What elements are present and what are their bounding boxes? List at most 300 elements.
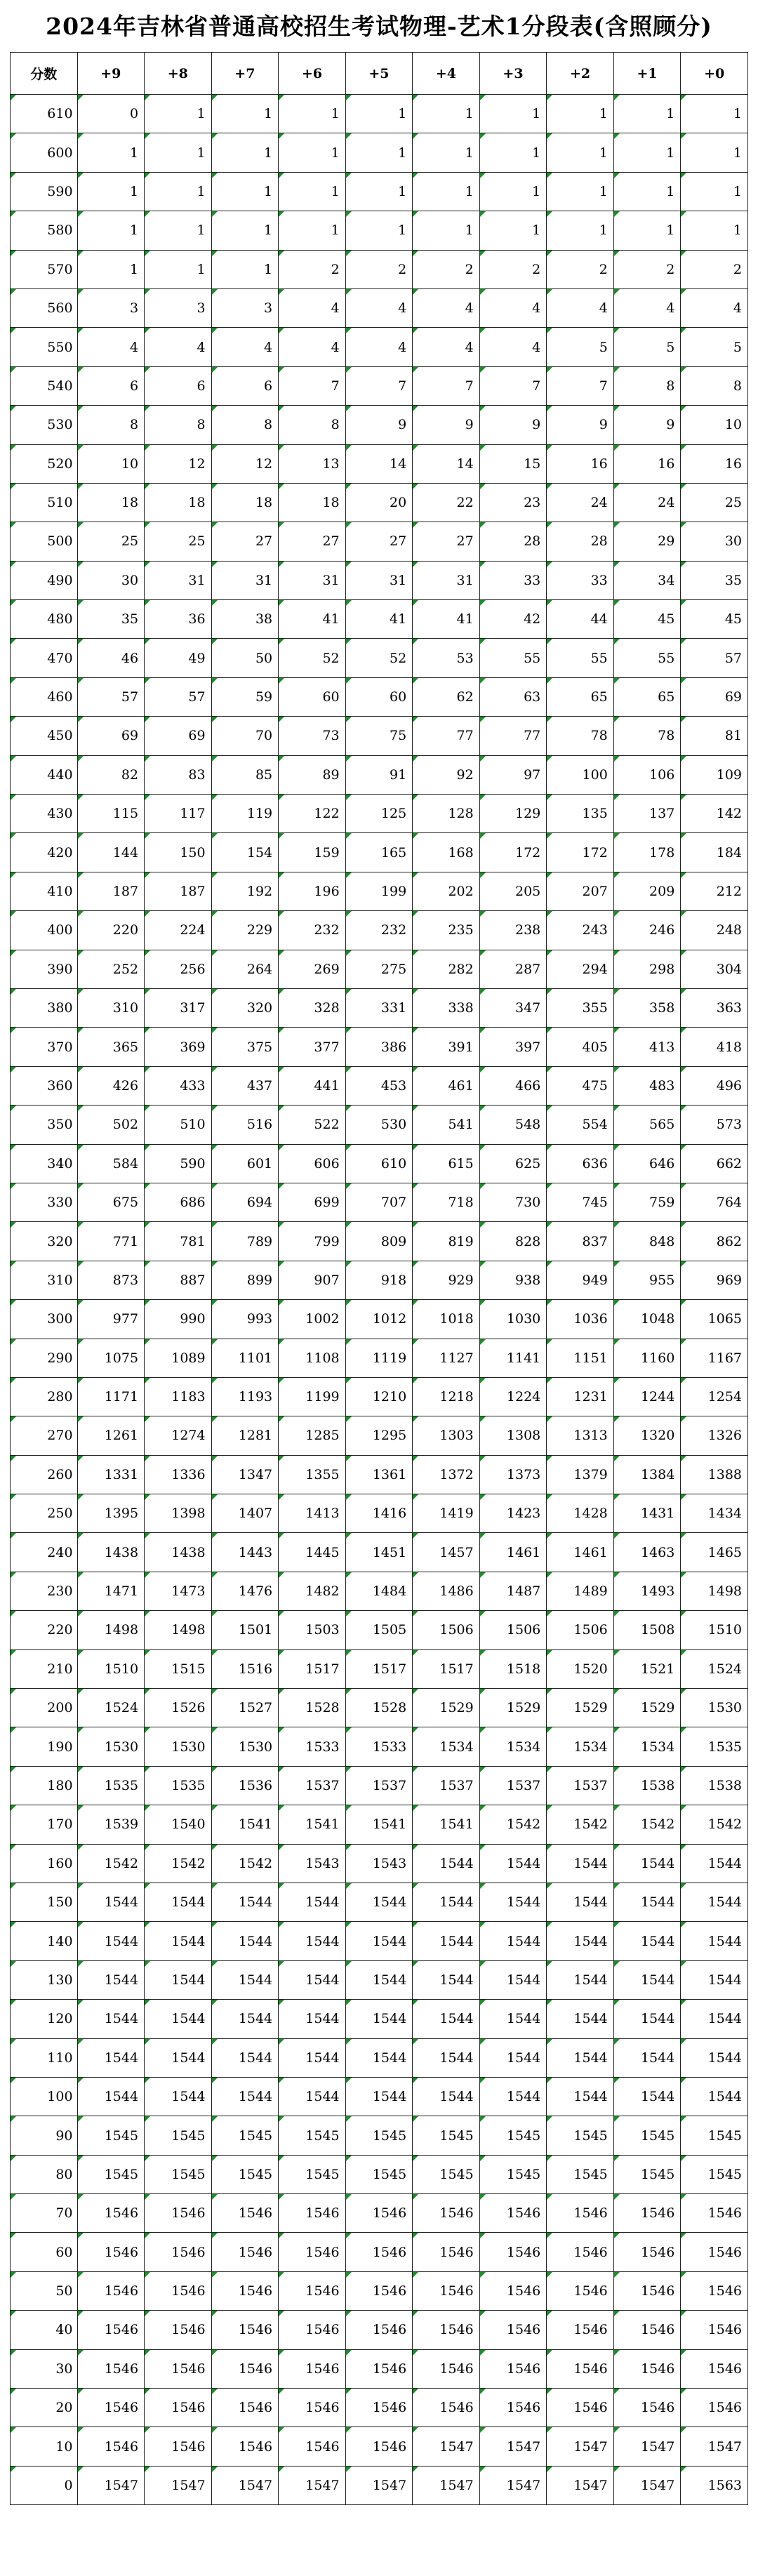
count-cell: 2 [613,250,681,288]
count-cell: 2 [547,250,614,288]
count-cell: 7 [479,366,547,405]
count-cell: 5 [613,328,681,366]
count-cell: 1537 [479,1766,547,1805]
table-row [11,522,748,561]
count-cell: 771 [77,1222,145,1261]
count-cell: 1487 [479,1572,547,1610]
count-cell: 1546 [77,2311,145,2349]
count-cell: 1012 [345,1300,413,1339]
count-cell: 573 [681,1106,748,1144]
count-cell: 89 [279,755,346,794]
count-cell: 4 [345,328,413,366]
table-row [11,172,748,211]
score-cell: 60 [11,2233,78,2271]
count-cell: 1544 [211,1960,279,1999]
count-cell: 1473 [145,1572,212,1610]
count-cell: 1546 [279,2233,346,2271]
count-cell: 828 [479,1222,547,1261]
count-cell: 1 [613,172,681,211]
count-cell: 9 [547,406,614,444]
count-cell: 55 [613,639,681,677]
count-cell: 45 [681,600,748,639]
count-cell: 397 [479,1028,547,1066]
count-cell: 4 [479,288,547,327]
score-cell: 530 [11,406,78,444]
count-cell: 1516 [211,1649,279,1688]
score-cell: 280 [11,1377,78,1416]
count-cell: 5 [547,328,614,366]
count-cell: 1521 [613,1649,681,1688]
count-cell: 1546 [479,2389,547,2427]
count-cell: 38 [211,600,279,639]
count-cell: 848 [613,1222,681,1261]
table-row [11,833,748,872]
count-cell: 25 [681,483,748,522]
score-cell: 400 [11,911,78,950]
count-cell: 1 [479,172,547,211]
count-cell: 137 [613,795,681,833]
table-row [11,1533,748,1572]
count-cell: 9 [613,406,681,444]
count-cell: 1 [211,250,279,288]
count-cell: 202 [413,872,480,910]
count-cell: 106 [613,755,681,794]
count-cell: 1419 [413,1494,480,1533]
count-cell: 1544 [279,1922,346,1960]
count-cell: 1379 [547,1455,614,1494]
count-cell: 1545 [279,2116,346,2155]
count-cell: 1546 [413,2349,480,2388]
count-cell: 1546 [479,2233,547,2271]
count-cell: 675 [77,1183,145,1221]
count-cell: 1546 [279,2349,346,2388]
count-cell: 33 [547,561,614,599]
count-cell: 1218 [413,1377,480,1416]
count-cell: 522 [279,1106,346,1144]
count-cell: 365 [77,1028,145,1066]
count-cell: 610 [345,1144,413,1183]
table-row [11,795,748,833]
count-cell: 10 [681,406,748,444]
count-cell: 31 [211,561,279,599]
count-cell: 1171 [77,1377,145,1416]
count-cell: 1537 [345,1766,413,1805]
count-cell: 1326 [681,1416,748,1455]
count-cell: 1546 [211,2427,279,2466]
table-row [11,1572,748,1610]
count-cell: 1545 [211,2155,279,2193]
count-cell: 1224 [479,1377,547,1416]
count-cell: 53 [413,639,480,677]
count-cell: 1395 [77,1494,145,1533]
count-cell: 1030 [479,1300,547,1339]
count-cell: 789 [211,1222,279,1261]
count-cell: 1537 [413,1766,480,1805]
count-cell: 1445 [279,1533,346,1572]
count-cell: 24 [613,483,681,522]
count-cell: 1544 [413,2000,480,2038]
count-cell: 1546 [547,2311,614,2349]
count-cell: 1471 [77,1572,145,1610]
count-cell: 615 [413,1144,480,1183]
count-cell: 4 [681,288,748,327]
count-cell: 1544 [413,2077,480,2116]
count-cell: 1547 [413,2466,480,2504]
count-cell: 1544 [613,1844,681,1883]
count-cell: 229 [211,911,279,950]
count-cell: 23 [479,483,547,522]
column-header-offset: +4 [413,53,480,95]
table-row [11,1611,748,1649]
count-cell: 1542 [211,1844,279,1883]
count-cell: 1018 [413,1300,480,1339]
count-cell: 377 [279,1028,346,1066]
count-cell: 1482 [279,1572,346,1610]
count-cell: 70 [211,717,279,755]
count-cell: 57 [77,677,145,716]
count-cell: 1546 [145,2427,212,2466]
count-cell: 82 [77,755,145,794]
count-cell: 1 [145,250,212,288]
count-cell: 369 [145,1028,212,1066]
score-cell: 80 [11,2155,78,2193]
count-cell: 1544 [145,2077,212,2116]
table-row [11,717,748,755]
count-cell: 1545 [479,2155,547,2193]
count-cell: 31 [413,561,480,599]
count-cell: 1545 [413,2116,480,2155]
count-cell: 1546 [145,2389,212,2427]
count-cell: 4 [413,288,480,327]
count-cell: 1546 [413,2271,480,2310]
table-row [11,1805,748,1844]
count-cell: 363 [681,988,748,1027]
score-cell: 430 [11,795,78,833]
count-cell: 35 [681,561,748,599]
count-cell: 4 [279,288,346,327]
score-cell: 610 [11,95,78,133]
count-cell: 1089 [145,1339,212,1377]
count-cell: 1510 [681,1611,748,1649]
count-cell: 541 [413,1106,480,1144]
count-cell: 1320 [613,1416,681,1455]
count-cell: 1544 [547,1844,614,1883]
count-cell: 1517 [345,1649,413,1688]
count-cell: 1544 [145,2038,212,2077]
count-cell: 1506 [413,1611,480,1649]
count-cell: 1503 [279,1611,346,1649]
count-cell: 819 [413,1222,480,1261]
count-cell: 2 [681,250,748,288]
count-cell: 16 [613,444,681,483]
count-cell: 1 [279,133,346,172]
count-cell: 36 [145,600,212,639]
count-cell: 1544 [345,2038,413,2077]
count-cell: 1544 [479,2077,547,2116]
count-cell: 1544 [479,1960,547,1999]
count-cell: 1141 [479,1339,547,1377]
count-cell: 1463 [613,1533,681,1572]
count-cell: 1544 [681,1883,748,1921]
count-cell: 1529 [479,1689,547,1727]
count-cell: 1529 [613,1689,681,1727]
count-cell: 375 [211,1028,279,1066]
count-cell: 73 [279,717,346,755]
count-cell: 1431 [613,1494,681,1533]
count-cell: 1539 [77,1805,145,1844]
count-cell: 1476 [211,1572,279,1610]
table-row [11,2466,748,2504]
count-cell: 1 [77,133,145,172]
table-header [11,53,748,95]
count-cell: 707 [345,1183,413,1221]
count-cell: 1 [681,133,748,172]
count-cell: 1 [613,95,681,133]
count-cell: 25 [77,522,145,561]
count-cell: 41 [413,600,480,639]
count-cell: 331 [345,988,413,1027]
count-cell: 1510 [77,1649,145,1688]
score-cell: 120 [11,2000,78,2038]
count-cell: 57 [681,639,748,677]
count-cell: 1398 [145,1494,212,1533]
count-cell: 955 [613,1261,681,1299]
count-cell: 4 [77,328,145,366]
table-row [11,1416,748,1455]
count-cell: 282 [413,950,480,988]
count-cell: 1 [345,211,413,250]
table-row [11,1339,748,1377]
count-cell: 224 [145,911,212,950]
count-cell: 1515 [145,1649,212,1688]
count-cell: 25 [145,522,212,561]
count-cell: 1 [479,211,547,250]
table-body [11,95,748,2505]
count-cell: 35 [77,600,145,639]
count-cell: 1546 [345,2389,413,2427]
table-row [11,950,748,988]
count-cell: 62 [413,677,480,716]
count-cell: 461 [413,1066,480,1105]
count-cell: 1 [77,172,145,211]
score-cell: 50 [11,2271,78,2310]
count-cell: 1546 [413,2389,480,2427]
count-cell: 69 [145,717,212,755]
count-cell: 2 [413,250,480,288]
count-cell: 1544 [211,2077,279,2116]
count-cell: 1546 [681,2311,748,2349]
count-cell: 1544 [479,2000,547,2038]
table-row [11,95,748,133]
count-cell: 1498 [145,1611,212,1649]
count-cell: 1545 [547,2116,614,2155]
count-cell: 1434 [681,1494,748,1533]
score-cell: 570 [11,250,78,288]
count-cell: 1542 [479,1805,547,1844]
table-row [11,2116,748,2155]
count-cell: 27 [413,522,480,561]
count-cell: 2 [345,250,413,288]
count-cell: 1546 [77,2389,145,2427]
count-cell: 1546 [145,2271,212,2310]
count-cell: 1544 [279,2038,346,2077]
count-cell: 1546 [613,2349,681,2388]
score-cell: 490 [11,561,78,599]
count-cell: 1546 [613,2389,681,2427]
count-cell: 1544 [211,1883,279,1921]
score-cell: 550 [11,328,78,366]
table-row [11,1649,748,1688]
count-cell: 466 [479,1066,547,1105]
count-cell: 125 [345,795,413,833]
score-cell: 410 [11,872,78,910]
count-cell: 1546 [77,2271,145,2310]
table-row [11,2194,748,2233]
count-cell: 128 [413,795,480,833]
count-cell: 1547 [77,2466,145,2504]
count-cell: 1547 [345,2466,413,2504]
count-cell: 1347 [211,1455,279,1494]
count-cell: 1 [413,172,480,211]
count-cell: 1545 [145,2155,212,2193]
count-cell: 1524 [77,1689,145,1727]
count-cell: 1151 [547,1339,614,1377]
count-cell: 1546 [211,2271,279,2310]
count-cell: 1546 [279,2427,346,2466]
count-cell: 1547 [613,2427,681,2466]
count-cell: 1 [211,133,279,172]
count-cell: 1541 [413,1805,480,1844]
table-row [11,1183,748,1221]
score-cell: 200 [11,1689,78,1727]
count-cell: 1534 [547,1727,614,1766]
count-cell: 1193 [211,1377,279,1416]
count-cell: 636 [547,1144,614,1183]
count-cell: 1546 [613,2311,681,2349]
count-cell: 809 [345,1222,413,1261]
count-cell: 1535 [145,1766,212,1805]
count-cell: 1075 [77,1339,145,1377]
count-cell: 502 [77,1106,145,1144]
table-row [11,133,748,172]
table-row [11,872,748,910]
count-cell: 601 [211,1144,279,1183]
count-cell: 1127 [413,1339,480,1377]
count-cell: 1313 [547,1416,614,1455]
count-cell: 1544 [145,2000,212,2038]
count-cell: 1546 [413,2233,480,2271]
count-cell: 1 [279,95,346,133]
count-cell: 1493 [613,1572,681,1610]
score-cell: 250 [11,1494,78,1533]
count-cell: 77 [413,717,480,755]
count-cell: 65 [613,677,681,716]
count-cell: 426 [77,1066,145,1105]
count-cell: 304 [681,950,748,988]
count-cell: 78 [547,717,614,755]
score-distribution-table [10,52,748,2505]
count-cell: 117 [145,795,212,833]
count-cell: 1546 [211,2311,279,2349]
count-cell: 42 [479,600,547,639]
count-cell: 144 [77,833,145,872]
count-cell: 1544 [145,1883,212,1921]
count-cell: 6 [145,366,212,405]
count-cell: 1544 [345,1922,413,1960]
count-cell: 899 [211,1261,279,1299]
count-cell: 1544 [613,1960,681,1999]
count-cell: 55 [547,639,614,677]
count-cell: 862 [681,1222,748,1261]
count-cell: 41 [279,600,346,639]
count-cell: 1546 [413,2194,480,2233]
table-row [11,1066,748,1105]
count-cell: 1546 [77,2427,145,2466]
count-cell: 1 [345,133,413,172]
count-cell: 60 [345,677,413,716]
count-cell: 1544 [77,1883,145,1921]
count-cell: 1533 [279,1727,346,1766]
count-cell: 30 [681,522,748,561]
count-cell: 584 [77,1144,145,1183]
count-cell: 1529 [413,1689,480,1727]
table-row [11,444,748,483]
count-cell: 1 [413,133,480,172]
count-cell: 338 [413,988,480,1027]
count-cell: 1544 [77,2000,145,2038]
count-cell: 310 [77,988,145,1027]
count-cell: 27 [211,522,279,561]
count-cell: 150 [145,833,212,872]
count-cell: 294 [547,950,614,988]
count-cell: 328 [279,988,346,1027]
count-cell: 1 [211,95,279,133]
header-row [11,53,748,95]
count-cell: 50 [211,639,279,677]
count-cell: 990 [145,1300,212,1339]
count-cell: 1544 [413,1922,480,1960]
count-cell: 355 [547,988,614,1027]
count-cell: 1544 [345,2077,413,2116]
count-cell: 1546 [345,2194,413,2233]
count-cell: 85 [211,755,279,794]
table-row [11,2038,748,2077]
count-cell: 1530 [145,1727,212,1766]
score-cell: 390 [11,950,78,988]
table-row [11,911,748,950]
count-cell: 1 [413,95,480,133]
count-cell: 1536 [211,1766,279,1805]
count-cell: 1546 [681,2271,748,2310]
count-cell: 1544 [77,2077,145,2116]
table-row [11,1222,748,1261]
count-cell: 1505 [345,1611,413,1649]
count-cell: 65 [547,677,614,716]
count-cell: 14 [345,444,413,483]
count-cell: 1546 [211,2233,279,2271]
count-cell: 1547 [413,2427,480,2466]
count-cell: 1498 [77,1611,145,1649]
count-cell: 34 [613,561,681,599]
count-cell: 516 [211,1106,279,1144]
table-row [11,1766,748,1805]
count-cell: 1542 [77,1844,145,1883]
count-cell: 718 [413,1183,480,1221]
count-cell: 1546 [547,2349,614,2388]
count-cell: 115 [77,795,145,833]
count-cell: 1544 [547,2077,614,2116]
count-cell: 275 [345,950,413,988]
